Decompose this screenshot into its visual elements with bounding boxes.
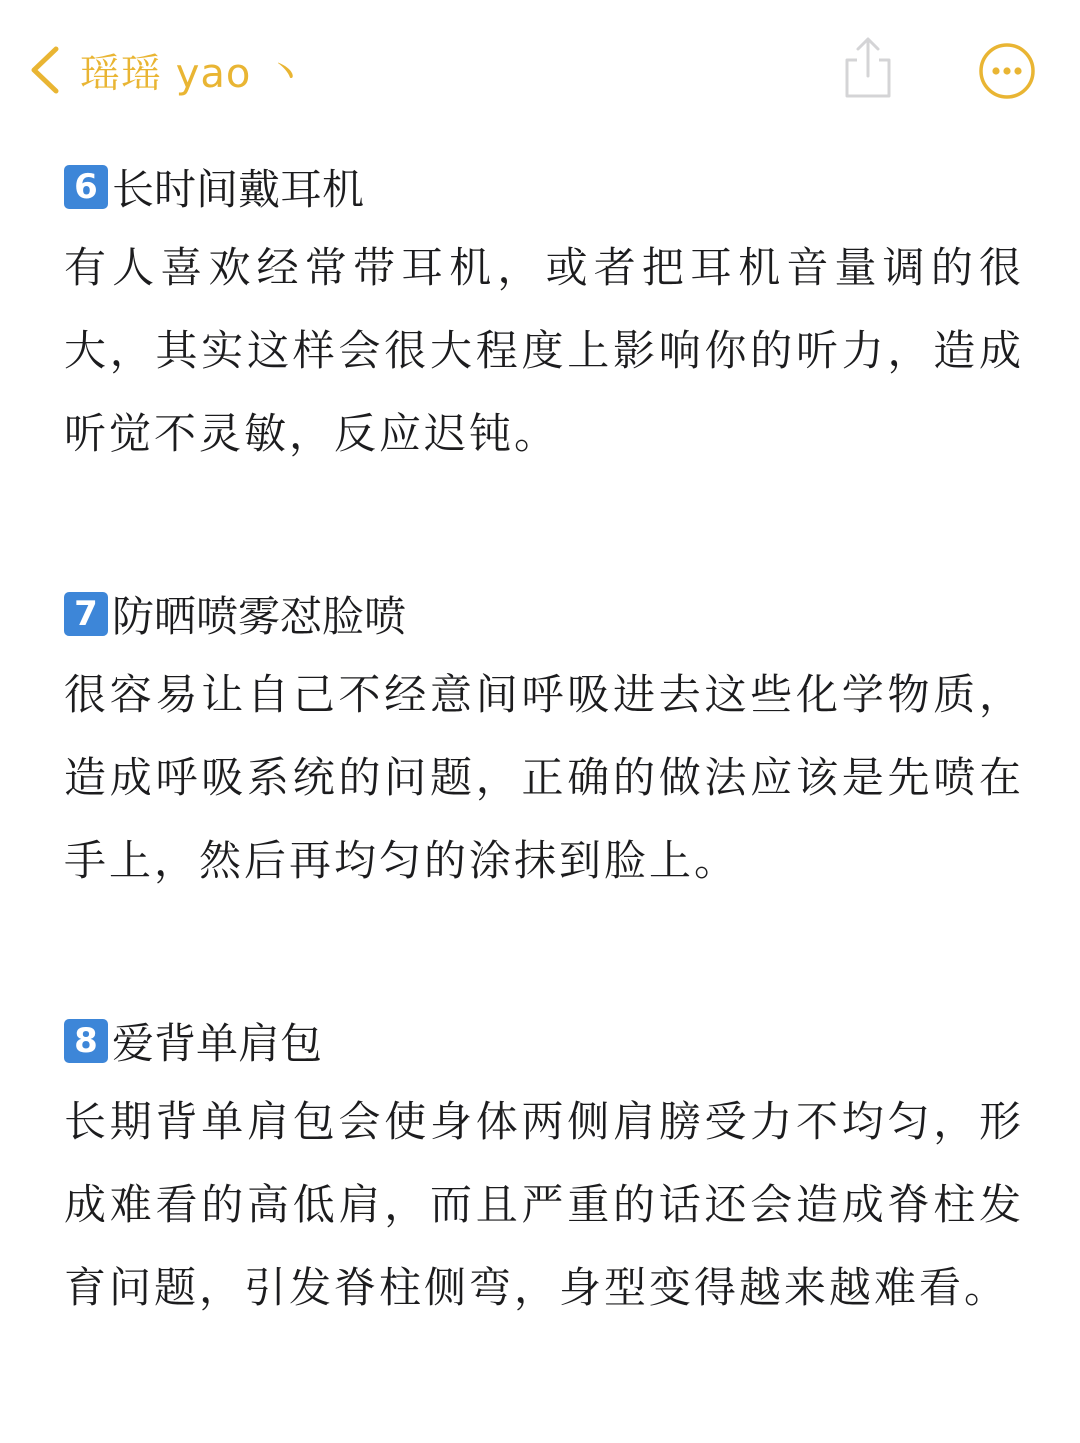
chevron-left-icon bbox=[28, 45, 62, 95]
tip-section-6 bbox=[64, 148, 1024, 475]
back-button[interactable] bbox=[28, 42, 306, 98]
number-badge: 8 bbox=[64, 1019, 108, 1063]
number-badge: 7 bbox=[64, 592, 108, 636]
section-body: 长期背单肩包会使身体两侧肩膀受力不均匀，形成难看的高低肩，而且严重的话还会造成脊柱发育问题，引发脊柱侧弯，身型变得越来越难看。 bbox=[64, 1097, 1024, 1312]
tip-section-7 bbox=[64, 575, 1024, 902]
section-title: 长时间戴耳机 bbox=[112, 165, 365, 214]
section-title: 爱背单肩包 bbox=[112, 1019, 323, 1068]
section-title: 防晒喷雾怼脸喷 bbox=[112, 592, 407, 641]
author-name: 瑶瑶 yao 丶 bbox=[80, 50, 307, 97]
more-options-button[interactable] bbox=[978, 42, 1036, 100]
number-badge: 6 bbox=[64, 165, 108, 209]
tip-section-8 bbox=[64, 1002, 1024, 1329]
share-icon bbox=[840, 87, 896, 106]
section-heading bbox=[64, 1002, 1024, 1080]
note-content bbox=[64, 148, 1024, 1329]
more-icon bbox=[978, 85, 1036, 104]
section-heading bbox=[64, 148, 1024, 226]
section-body: 有人喜欢经常带耳机，或者把耳机音量调的很大，其实这样会很大程度上影响你的听力，造成听觉不灵敏，反应迟钝。 bbox=[64, 243, 1024, 458]
section-heading bbox=[64, 575, 1024, 653]
section-body: 很容易让自己不经意间呼吸进去这些化学物质，造成呼吸系统的问题，正确的做法应该是先喷在手上，然后再均匀的涂抹到脸上。 bbox=[64, 670, 1024, 885]
top-navigation-bar bbox=[0, 0, 1080, 140]
share-button[interactable] bbox=[840, 34, 896, 102]
